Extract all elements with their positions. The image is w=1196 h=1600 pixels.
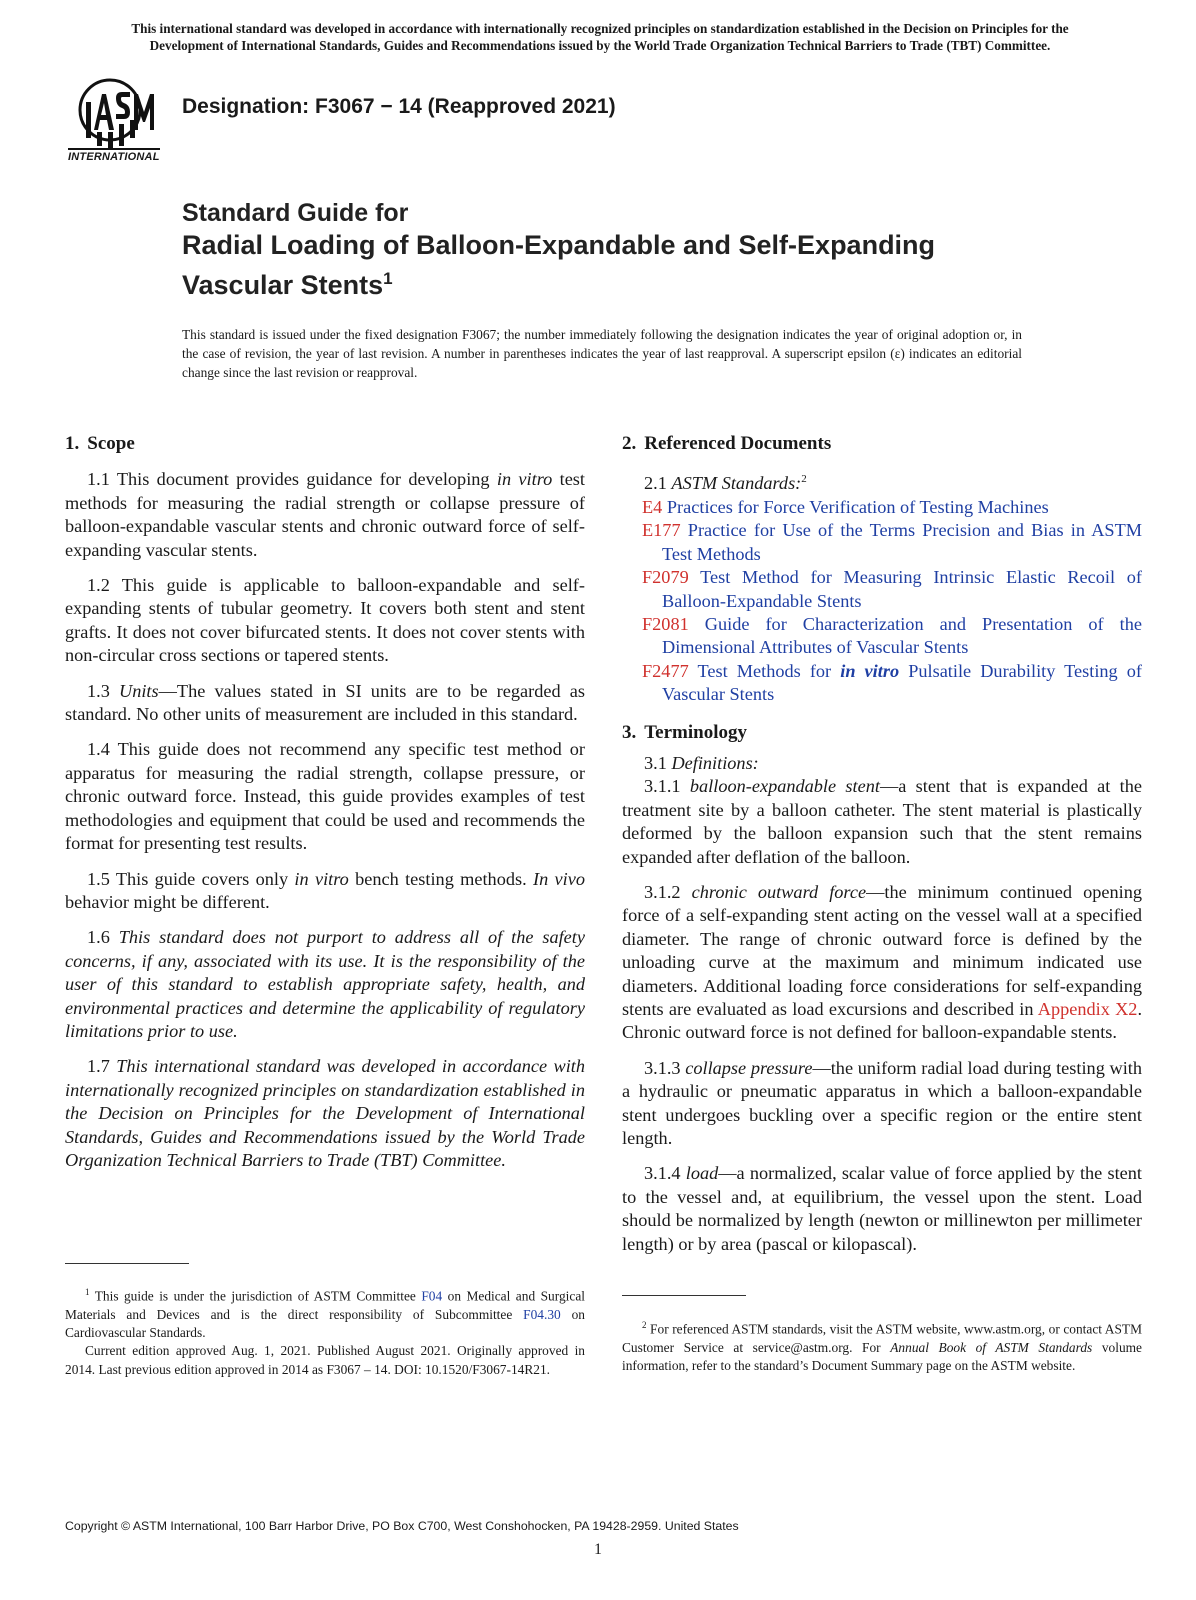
defined-term: load: [685, 1163, 719, 1184]
definition-3-1-2: [622, 881, 1142, 1045]
reference-code[interactable]: E177: [642, 520, 681, 541]
definitions-label: [622, 752, 1142, 775]
title-line2: Radial Loading of Balloon-Expandable and Self-Expanding: [182, 230, 936, 260]
top-notice-line2: Development of International Standards, Guides and Recommendations issued by the World Trade Organization Technical Barriers to Trade (TBT) Committee.: [149, 38, 1051, 53]
top-notice: [60, 20, 1140, 54]
para-text: —The values stated in SI units are to be regarded as standard. No other units of measurement are included in this standard.: [65, 680, 585, 725]
para-number: 1.1: [87, 469, 110, 490]
definition-text: —a normalized, scalar value of force applied by the stent to the vessel and, at equilibrium, the vessel upon the stent. Load should be normalized by length (newton or millinewton per millimeter length) or by area (pascal or kilopascal).: [622, 1163, 1142, 1254]
logo-text: INTERNATIONAL: [68, 148, 160, 163]
reference-title[interactable]: Practice for Use of the Terms Precision and Bias in ASTM Test Methods: [662, 520, 1142, 564]
para-number: 3.1.3: [644, 1057, 681, 1078]
definition-3-1-3: [622, 1057, 1142, 1151]
para-emphasis: Units: [119, 680, 159, 701]
paragraph-1-7: [65, 1055, 585, 1172]
definition-3-1-4: [622, 1162, 1142, 1256]
footnote-divider: [65, 1263, 189, 1264]
para-number: 1.5: [87, 868, 110, 889]
subcommittee-link[interactable]: F04.30: [523, 1306, 561, 1322]
para-emphasis: in vitro: [294, 868, 349, 889]
definition-3-1-1: [622, 775, 1142, 869]
para-number: 3.1.1: [644, 776, 681, 797]
footnote-text: on Medical and Surgical Materials and Devices and is the direct responsibility of Subcommittee: [65, 1288, 585, 1322]
footnote-1: [65, 1283, 585, 1379]
para-number: 3.1.2: [644, 882, 681, 902]
para-text: bench testing methods.: [355, 868, 527, 889]
definition-text: —the uniform radial load during testing with a hydraulic or pneumatic apparatus in which a balloon-expandable stent undergoes buckling over a specific region or the entire stent length.: [622, 1057, 1142, 1149]
footnote-emphasis: Annual Book of ASTM Standards: [890, 1339, 1093, 1355]
right-column: [622, 432, 1142, 1256]
reference-code[interactable]: E4: [642, 496, 663, 517]
para-number: 3.1.4: [644, 1163, 681, 1184]
para-emphasis: ASTM Standards:: [671, 473, 802, 494]
footnote-divider: [622, 1295, 746, 1296]
page-number: 1: [594, 1541, 602, 1558]
issue-note: This standard is issued under the fixed designation F3067; the number immediately following the designation indicates the year of original adoption or, in the case of revision, the year of last revision. A number in parentheses indicates the year of last reapproval. A superscript epsilon (ε) indicates an editorial change since the last revision or reapproval.: [182, 327, 1022, 380]
para-number: 1.3: [87, 680, 110, 701]
footnote-mark: 2: [642, 1320, 647, 1330]
paragraph-1-4: 1.4 This guide does not recommend any specific test method or apparatus for measuring the radial strength, collapse pressure, or chronic outward force. Instead, this guide provides examples of test methodologies and equipment that could be used and recommends the format for presenting test results.: [65, 739, 585, 854]
footnote-text: For referenced ASTM standards, visit the ASTM website, www.astm.org, or contact ASTM Customer Service at service@astm.org. For: [622, 1321, 1142, 1355]
paragraph-1-1: [65, 468, 585, 562]
paragraph-1-5: [65, 868, 585, 915]
paragraph-1-2: 1.2 This guide is applicable to balloon-expandable and self-expanding stents of tubular geometry. It covers both stent and stent grafts. It does not cover bifurcated stents. It does not cover stents with non-circular cross sections or tapered stents.: [65, 575, 585, 666]
para-emphasis: in vitro: [496, 469, 553, 490]
reference-code[interactable]: F2081: [642, 613, 689, 634]
para-text: This guide covers only: [115, 868, 289, 889]
reference-title[interactable]: Pulsatile Durability Testing of Vascular Stents: [662, 660, 1142, 705]
para-number: 1.6: [87, 927, 110, 948]
document-title: [182, 198, 1062, 302]
reference-title[interactable]: Test Methods for: [697, 660, 832, 681]
section-heading-scope: [65, 432, 585, 455]
footnote-1-edition: Current edition approved Aug. 1, 2021. Published August 2021. Originally approved in 2014. Last previous edition approved in 2014 as F3067 – 14. DOI: 10.1520/F3067-14R21.: [65, 1343, 585, 1377]
footnote-1-text: [65, 1283, 585, 1342]
para-number: 2.1: [644, 473, 667, 494]
designation: Designation: F3067 − 14 (Reapproved 2021): [182, 95, 616, 118]
reference-link-f2079[interactable]: [622, 566, 1142, 613]
footnote-mark: 2: [801, 473, 807, 486]
left-column: [65, 432, 585, 1172]
section-number: 2.: [622, 433, 637, 454]
footnote-2-text: [622, 1316, 1142, 1375]
definition-text: —the minimum continued opening force of a self-expanding stent acting on the vessel wall at a specified diameter. The range of chronic outward force is defined by the unloading curve at the maximum and minimum indicated use diameters. Additional loading force considerations for self-expanding stents are evaluated as load excursions and described in: [622, 882, 1142, 1020]
committee-link[interactable]: F04: [421, 1288, 443, 1304]
section-number: 3.: [622, 721, 637, 743]
para-emphasis: In vivo: [532, 868, 585, 889]
footnote-text: on Cardiovascular Standards.: [65, 1306, 585, 1341]
defined-term: balloon-expandable stent: [689, 776, 880, 797]
section-heading-terminology: [622, 721, 1142, 744]
para-number: 3.1: [644, 752, 667, 773]
reference-title-emphasis[interactable]: in vitro: [840, 660, 900, 681]
reference-title[interactable]: Test Method for Measuring Intrinsic Elastic Recoil of Balloon-Expandable Stents: [662, 567, 1142, 611]
definition-text: . Chronic outward force is not defined for balloon-expandable stents.: [622, 999, 1143, 1043]
title-line3: [182, 262, 1062, 302]
defined-term: chronic outward force: [691, 882, 867, 902]
copyright-notice: Copyright © ASTM International, 100 Barr Harbor Drive, PO Box C700, West Conshohocken, PA 19428-2959. United States: [65, 1519, 739, 1533]
reference-link-f2477[interactable]: [622, 660, 1142, 707]
footnote-text: This guide is under the jurisdiction of ASTM Committee: [94, 1288, 416, 1304]
referenced-standards-list: [622, 468, 1142, 706]
section-title: Scope: [87, 433, 135, 454]
para-emphasis: This international standard was developed in accordance with internationally recognized principles on standardization established in the Decision on Principles for the Development of International Standards, Guides and Recommendations issued by the World Trade Organization Technical Barriers to Trade (TBT) Committee.: [65, 1056, 585, 1170]
title-footnote-mark: 1: [383, 269, 393, 288]
title-line3-text: Vascular Stents: [182, 270, 384, 300]
reference-title[interactable]: Guide for Characterization and Presentation of the Dimensional Attributes of Vascular Stents: [662, 613, 1142, 658]
paragraph-1-3: [65, 680, 585, 727]
defined-term: collapse pressure: [685, 1057, 813, 1078]
astm-logo: [64, 72, 176, 168]
reference-link-e4[interactable]: [622, 496, 1142, 519]
para-text: This document provides guidance for developing: [116, 469, 490, 490]
section-title: Referenced Documents: [644, 433, 832, 454]
para-number: 1.7: [87, 1056, 110, 1077]
section-title: Terminology: [644, 721, 747, 743]
appendix-link[interactable]: Appendix X2: [1037, 999, 1138, 1020]
definition-text: —a stent that is expanded at the treatment site by a balloon catheter. The stent material is plastically deformed by the balloon expansion such that the stent remains expanded after deflation of the balloon.: [622, 776, 1143, 867]
footnote-text: volume information, refer to the standard’s Document Summary page on the ASTM website.: [622, 1339, 1142, 1374]
top-notice-line1: This international standard was developed in accordance with internationally recognized principles on standardization established in the Decision on Principles for the: [131, 21, 1069, 36]
paragraph-1-6: [65, 926, 585, 1043]
para-text: behavior might be different.: [65, 891, 270, 912]
astm-standards-label: [622, 468, 1142, 496]
reference-link-e177[interactable]: [622, 519, 1142, 566]
footnote-2: [622, 1316, 1142, 1375]
para-emphasis: Definitions:: [671, 752, 759, 773]
reference-code[interactable]: F2079: [642, 567, 689, 588]
reference-code[interactable]: F2477: [642, 660, 689, 681]
section-heading-referenced-documents: [622, 432, 1142, 455]
para-emphasis: This standard does not purport to address all of the safety concerns, if any, associated with its use. It is the responsibility of the user of this standard to establish appropriate safety, health, and environmental practices and determine the applicability of regulatory limitations prior to use.: [65, 927, 585, 1041]
reference-link-f2081[interactable]: [622, 613, 1142, 660]
reference-title[interactable]: Practices for Force Verification of Testing Machines: [666, 496, 1049, 517]
para-text: test methods for measuring the radial strength or collapse pressure of balloon-expandable vascular stents and chronic outward force of self-expanding vascular stents.: [65, 469, 585, 560]
section-number: 1.: [65, 433, 80, 454]
footnote-mark: 1: [85, 1287, 90, 1297]
title-line1: Standard Guide for: [182, 199, 409, 227]
